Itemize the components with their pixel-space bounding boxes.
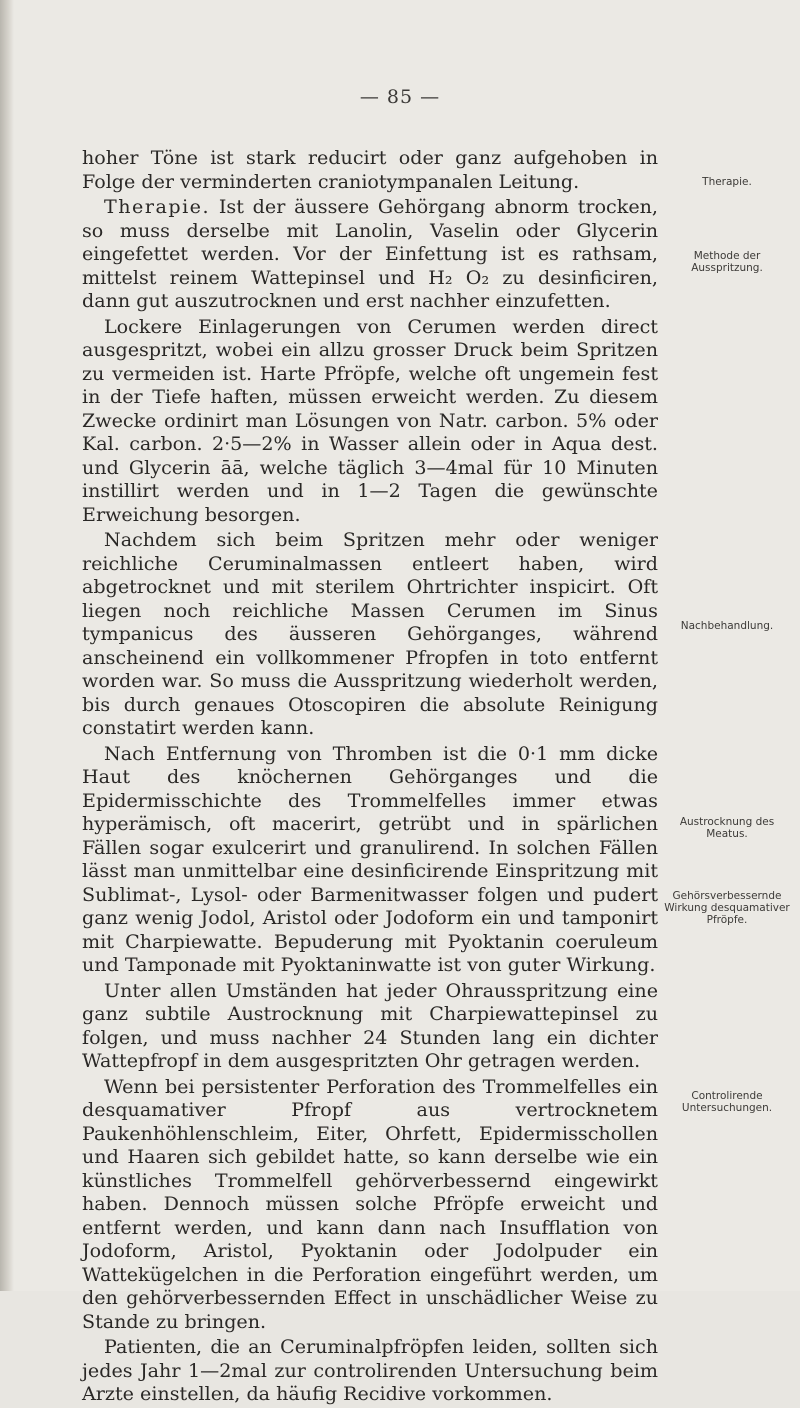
margin-note-methode: Methode der Ausspritzung.: [691, 250, 763, 274]
paragraph-8: Patienten, die an Ceruminalpfröpfen leiden, sollten sich jedes Jahr 1—2mal zur controlirenden Untersuchung beim Arzte einstellen, da häufig Recidive vorkommen.: [82, 1335, 658, 1405]
margin-note-nachbehandlung: Nachbehandlung.: [680, 620, 774, 632]
main-text: [82, 146, 658, 1408]
page-number: — 85 —: [359, 86, 441, 108]
paragraph-5: Nach Entfernung von Thromben ist die 0·1 mm dicke Haut des knöchernen Gehörganges und die Epidermisschichte des Trommelfelles immer etwas hyperämisch, oft macerirt, getrübt und in spärlichen Fällen sogar exulcerirt und granulirend. In solchen Fällen lässt man unmittelbar eine desinficirende Einspritzung mit Sublimat-, Lysol- oder Barmenitwasser folgen und pudert ganz wenig Jodol, Aristol oder Jodoform ein und tamponirt mit Charpiewatte. Bepuderung mit Pyoktanin coeruleum und Tamponade mit Pyoktaninwatte ist von guter Wirkung.: [82, 741, 658, 976]
paragraph-4: Nachdem sich beim Spritzen mehr oder weniger reichliche Ceruminalmassen entleert haben, wird abgetrocknet und mit sterilem Ohrtrichter inspicirt. Oft liegen noch reichliche Massen Cerumen im Sinus tympanicus des äusseren Gehörganges, während anscheinend ein vollkommener Pfropfen in toto entfernt worden war. So muss die Ausspritzung wiederholt werden, bis durch genaues Otoscopiren die absolute Reinigung constatirt werden kann.: [82, 528, 658, 739]
margin-note-gehoersverbessernde: Gehörsverbessernde Wirkung desquamativer Pfröpfe.: [664, 890, 790, 926]
page-binding-shadow: [0, 0, 14, 1291]
margin-note-therapie: Therapie.: [702, 176, 752, 188]
paragraph-3: Lockere Einlagerungen von Cerumen werden direct ausgespritzt, wobei ein allzu grosser Druck beim Spritzen zu vermeiden ist. Harte Pfröpfe, welche oft ungemein fest in der Tiefe haften, müssen erweicht werden. Zu diesem Zwecke ordinirt man Lösungen von Natr. carbon. 5% oder Kal. carbon. 2·5—2% in Wasser allein oder in Aqua dest. und Glycerin āā, welche täglich 3—4mal für 10 Minuten instillirt werden und in 1—2 Tagen die gewünschte Erweichung besorgen.: [82, 314, 658, 526]
paragraph-2: [82, 195, 658, 313]
margin-note-austrocknung: Austrocknung des Meatus.: [679, 816, 775, 840]
paragraph-1: hoher Töne ist stark reducirt oder ganz aufgehoben in Folge der verminderten craniotympanalen Leitung.: [82, 146, 658, 193]
therapie-lead: Therapie.: [104, 195, 211, 218]
paragraph-2-text: Ist der äussere Gehörgang abnorm trocken, so muss derselbe mit Lanolin, Vaselin oder Glycerin eingefettet werden. Vor der Einfettung ist es rathsam, mittelst reinem Wattepinsel und H₂ O₂ zu desinficiren, dann gut auszutrocknen und erst nachher einzufetten.: [82, 195, 658, 312]
margin-note-controlirende: Controlirende Untersuchungen.: [681, 1090, 773, 1114]
paragraph-7: Wenn bei persistenter Perforation des Trommelfelles ein desquamativer Pfropf aus vertrocknetem Paukenhöhlenschleim, Eiter, Ohrfett, Epidermisschollen und Haaren sich gebildet hatte, so kann derselbe wie ein künstliches Trommelfell gehörverbessernd eingewirkt haben. Dennoch müssen solche Pfröpfe erweicht und entfernt werden, und kann dann nach Insufflation von Jodoform, Aristol, Pyoktanin oder Jodolpuder ein Wattekügelchen in die Perforation eingeführt werden, um den gehörverbessernden Effect in unschädlicher Weise zu Stande zu bringen.: [82, 1074, 658, 1333]
paragraph-6: Unter allen Umständen hat jeder Ohrausspritzung eine ganz subtile Austrocknung mit Charpiewattepinsel zu folgen, und muss nachher 24 Stunden lang ein dichter Wattepfropf in dem ausgespritzten Ohr getragen werden.: [82, 978, 658, 1072]
